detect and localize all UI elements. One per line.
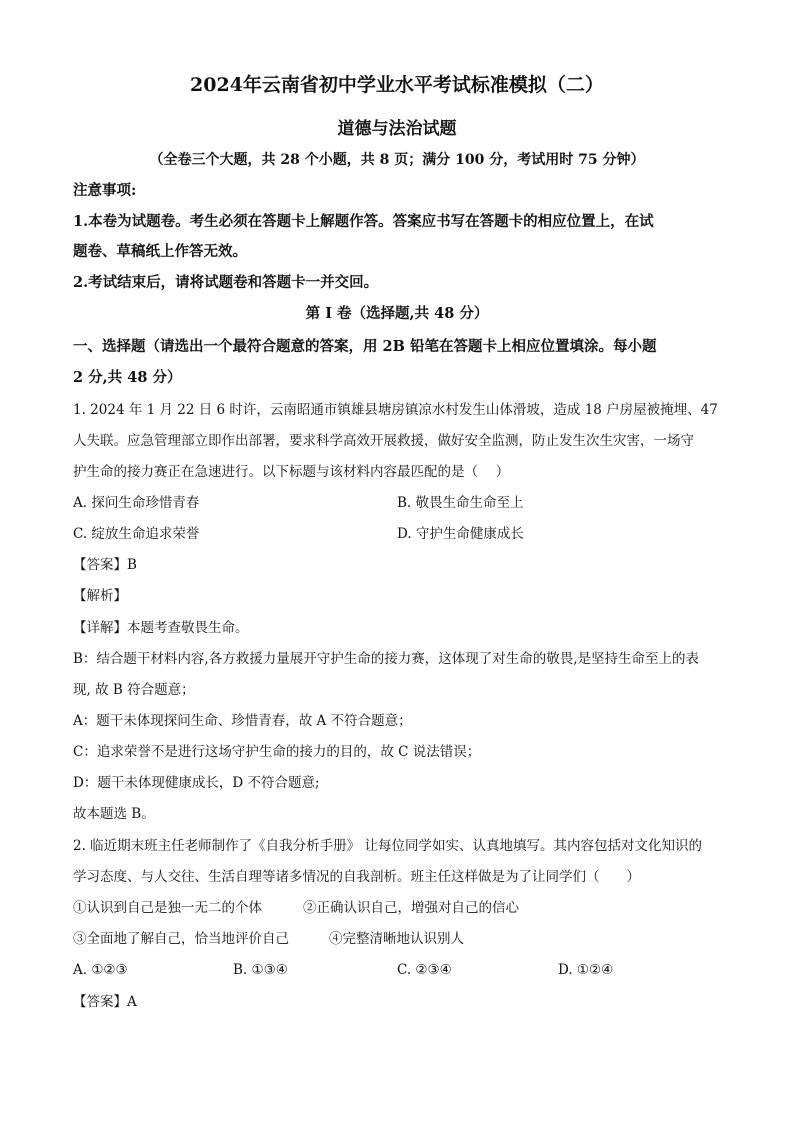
q2-statement-4: ④完整清晰地认识别人 — [329, 931, 464, 947]
part-title: 第 I 卷（选择题,共 48 分） — [305, 305, 489, 322]
q1-answer: 【答案】B — [73, 557, 137, 573]
q1-option-c: C. 绽放生命追求荣誉 — [73, 526, 200, 542]
section-heading-line-2: 2 分,共 48 分） — [73, 369, 182, 386]
q2-stem-line-1: 2. 临近期末班主任老师制作了《自我分析手册》 让每位同学如实、认真地填写。其内容包括对文化知识的 — [73, 838, 702, 854]
q2-option-d: D. ①②④ — [558, 962, 614, 978]
q2-option-c: C. ②③④ — [397, 962, 452, 978]
q1-stem-line-2: 人失联。应急管理部立即作出部署，要求科学高效开展救援，做好安全监测，防止发生次生灾害，一场守 — [73, 433, 694, 449]
q1-option-d: D. 守护生命健康成长 — [397, 526, 524, 542]
q2-stem-line-2: 学习态度、与人交往、生活自理等诸多情况的自我剖析。班主任这样做是为了让同学们（ ） — [73, 869, 640, 885]
q1-explanation-a: A：题干未体现探问生命、珍惜青春，故 A 不符合题意； — [73, 713, 412, 729]
q2-statement-1: ①认识到自己是独一无二的个体 — [73, 900, 262, 916]
notice-item-2: 2.考试结束后，请将试题卷和答题卡一并交回。 — [73, 274, 379, 291]
q1-stem-line-3: 护生命的接力赛正在急速进行。以下标题与该材料内容最匹配的是（ ） — [73, 464, 510, 480]
q1-option-a: A. 探问生命珍惜青春 — [73, 495, 200, 511]
q2-statement-3: ③全面地了解自己，恰当地评价自己 — [73, 931, 289, 947]
q2-option-a: A. ①②③ — [73, 962, 128, 978]
q1-explanation-d: D：题干未体现健康成长，D 不符合题意; — [73, 775, 320, 791]
q1-explanation-b-line-2: 现, 故 B 符合题意； — [73, 682, 195, 698]
q1-conclusion: 故本题选 B。 — [73, 806, 155, 822]
q1-option-b: B. 敬畏生命生命至上 — [397, 495, 524, 511]
notice-heading: 注意事项: — [73, 182, 137, 199]
q1-explanation-b-line-1: B：结合题干材料内容,各方救援力量展开守护生命的接力赛，这体现了对生命的敬畏,是坚持生命至上的表 — [73, 651, 700, 667]
section-heading-line-1: 一、选择题（请选出一个最符合题意的答案，用 2B 铅笔在答题卡上相应位置填涂。每小题 — [73, 338, 657, 355]
q1-detail: 【详解】本题考查敬畏生命。 — [73, 620, 249, 636]
q2-statement-2: ②正确认识自己，增强对自己的信心 — [303, 900, 519, 916]
q1-analysis-label: 【解析】 — [73, 588, 127, 604]
notice-item-1-line-1: 1.本卷为试题卷。考生必须在答题卡上解题作答。答案应书写在答题卡的相应位置上，在试 — [73, 213, 654, 230]
exam-info: （全卷三个大题，共 28 个小题，共 8 页；满分 100 分，考试用时 75 分钟） — [149, 152, 645, 168]
q2-answer: 【答案】A — [73, 994, 137, 1010]
q1-stem-line-1: 1. 2024 年 1 月 22 日 6 时许，云南昭通市镇雄县塘房镇凉水村发生山体滑坡，造成 18 户房屋被掩埋、47 — [73, 402, 718, 418]
subject-title: 道德与法治试题 — [337, 119, 457, 139]
notice-item-1-line-2: 题卷、草稿纸上作答无效。 — [73, 243, 247, 260]
q2-option-b: B. ①③④ — [233, 962, 288, 978]
exam-title: 2024年云南省初中学业水平考试标准模拟（二） — [190, 74, 604, 96]
q1-explanation-c: C：追求荣誉不是进行这场守护生命的接力的目的，故 C 说法错误； — [73, 744, 481, 760]
